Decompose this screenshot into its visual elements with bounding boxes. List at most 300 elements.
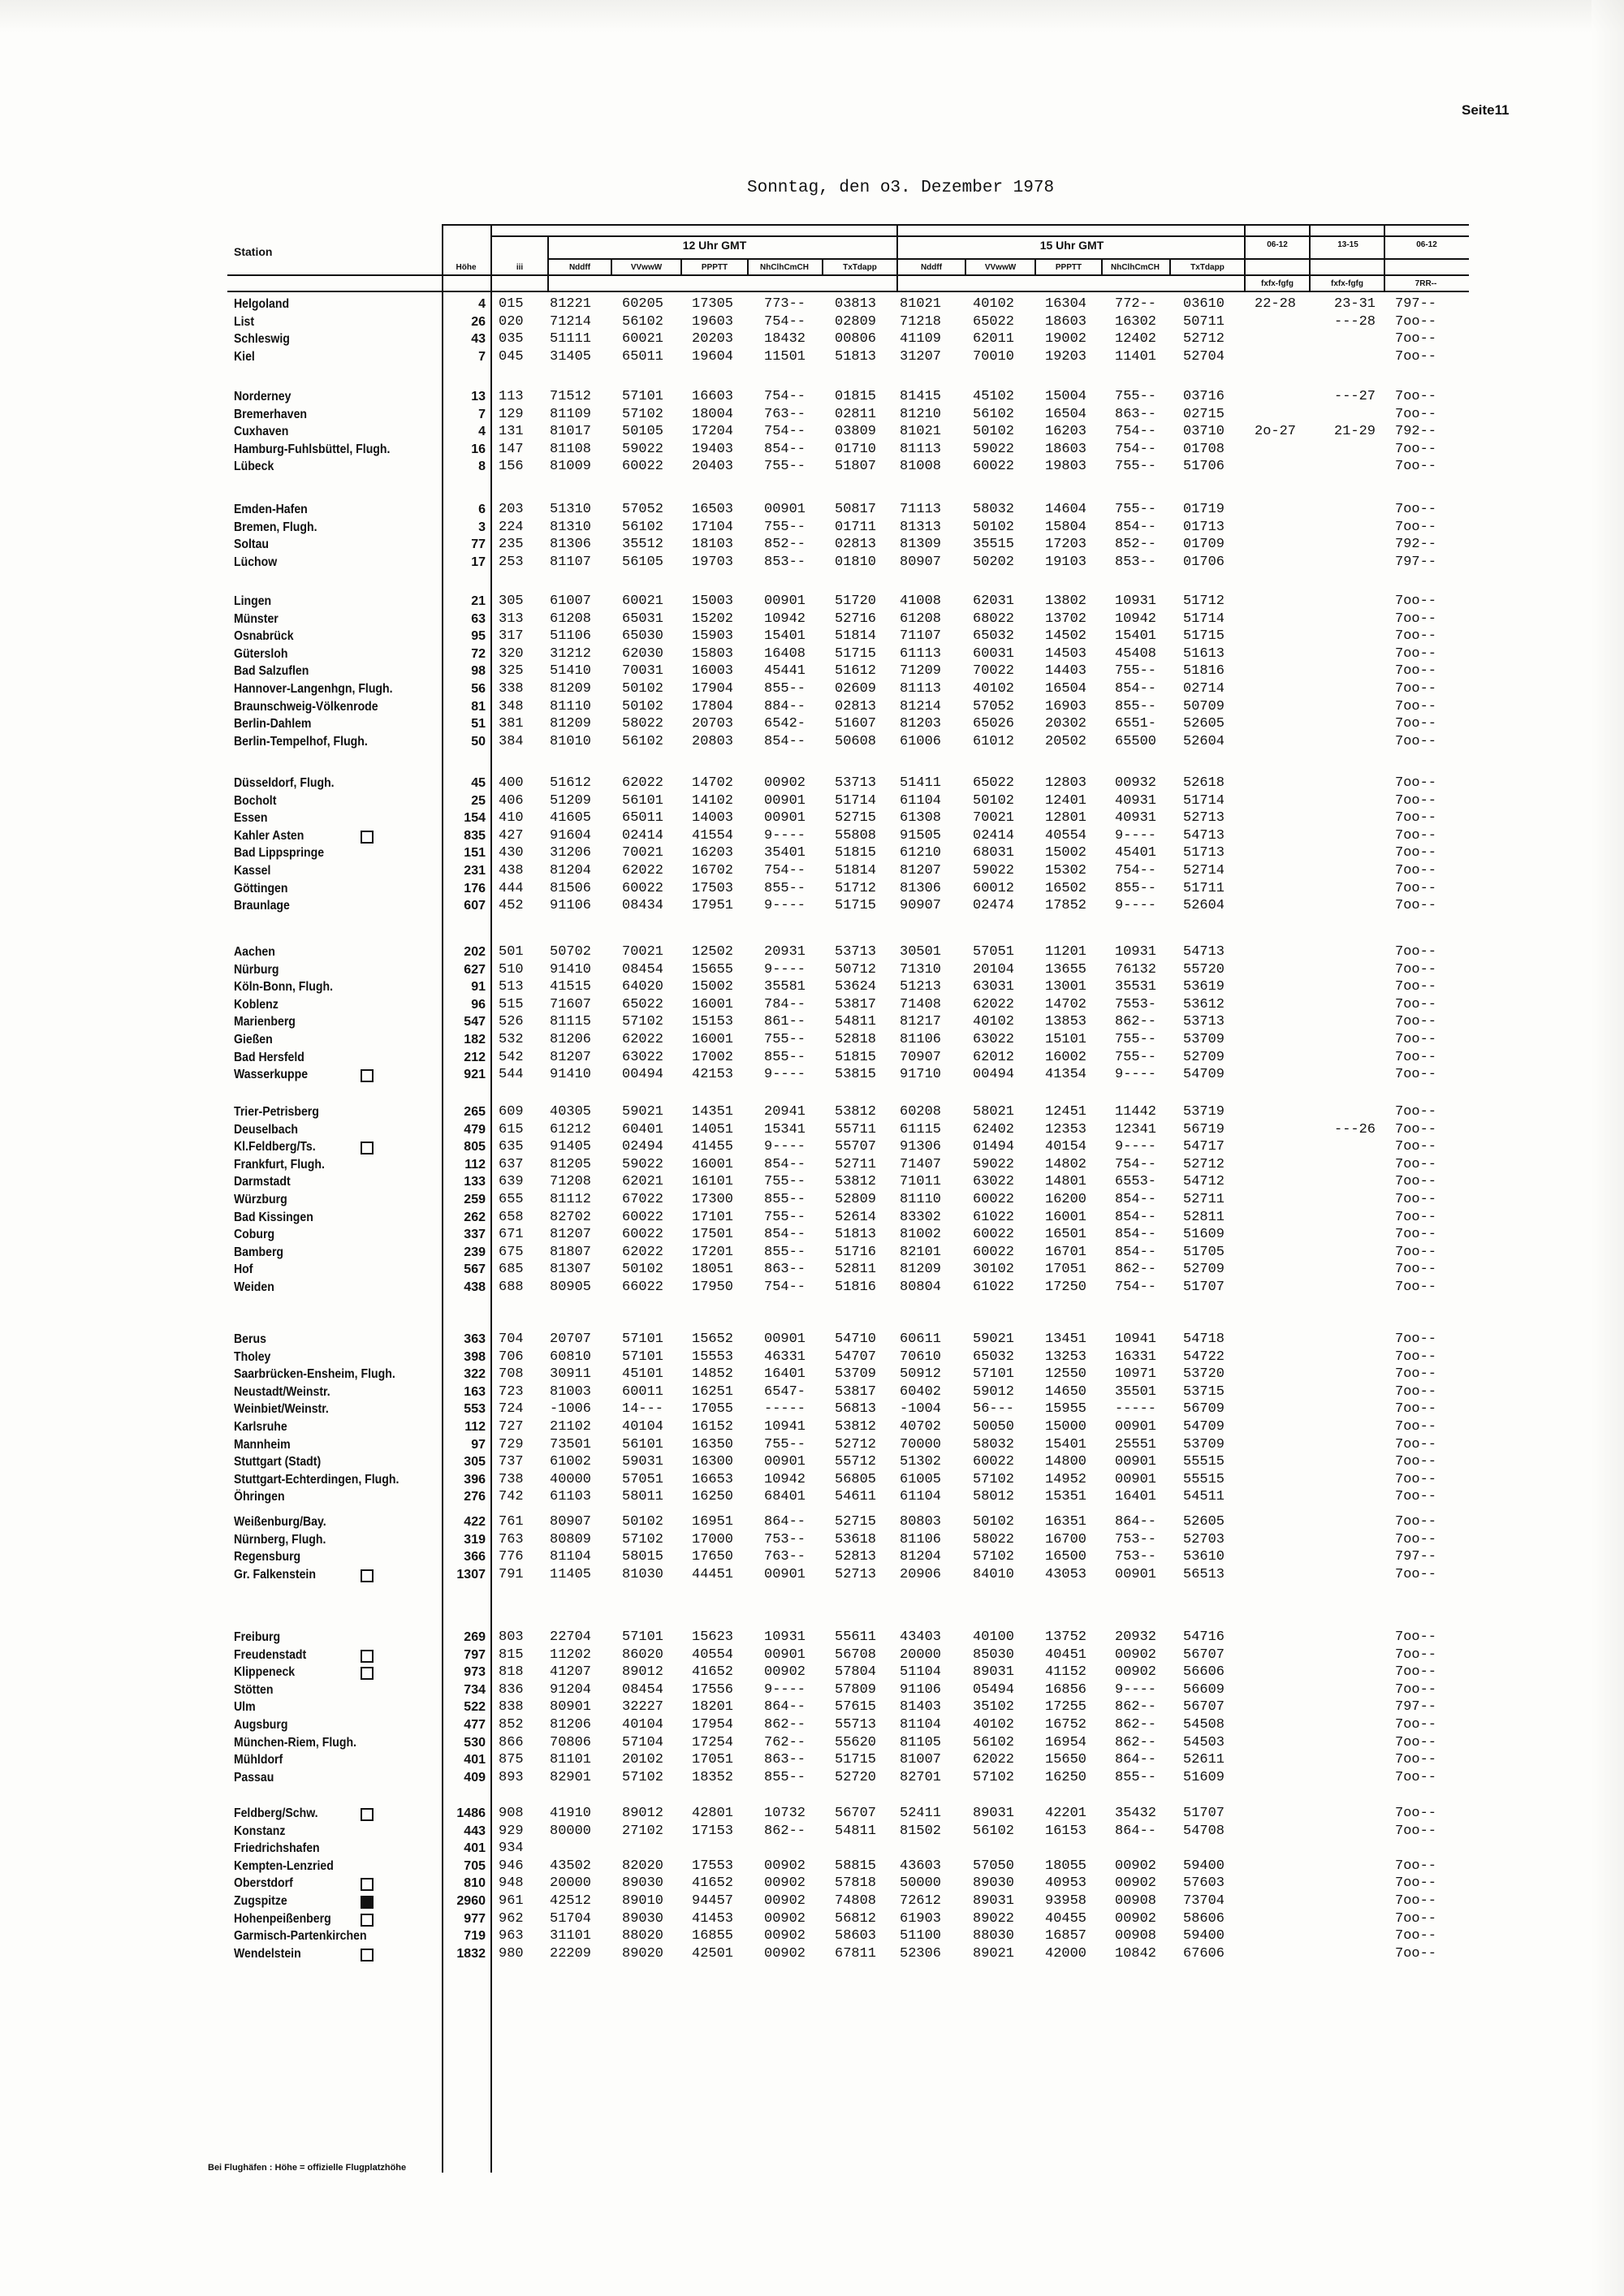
obs-12-value: 89030 xyxy=(622,1875,664,1892)
obs-15-value: 00902 xyxy=(1115,1858,1157,1874)
obs-12-value: 50608 xyxy=(835,733,877,749)
obs-12-value: 00902 xyxy=(764,1875,806,1892)
obs-15-value: 16504 xyxy=(1045,406,1087,422)
obs-12-value: 55808 xyxy=(835,827,877,844)
obs-15-value: 862-- xyxy=(1115,1734,1157,1750)
obs-12-value: 763-- xyxy=(764,1549,806,1565)
table-row xyxy=(0,1716,1624,1734)
extra-value: 797-- xyxy=(1395,1549,1437,1565)
obs-15-value: 54503 xyxy=(1183,1734,1225,1750)
obs-15-value: 53709 xyxy=(1183,1031,1225,1047)
obs-12-value: 80905 xyxy=(550,1279,592,1295)
obs-12-value: 57104 xyxy=(622,1734,664,1750)
sub12-col: VVwwW xyxy=(630,263,663,272)
obs-12-value: 855-- xyxy=(764,880,806,896)
obs-12-value: 14051 xyxy=(692,1121,734,1137)
obs-15-value: 65022 xyxy=(973,313,1015,330)
obs-15-value: 81203 xyxy=(900,716,942,732)
obs-12-value: 51612 xyxy=(550,775,592,791)
obs-12-value: 17000 xyxy=(692,1531,734,1547)
footnote: Bei Flughäfen : Höhe = offizielle Flugplatzhöhe xyxy=(208,2163,407,2173)
obs-15-value: 12550 xyxy=(1045,1366,1087,1383)
obs-15-value: 53715 xyxy=(1183,1383,1225,1400)
obs-15-value: 81104 xyxy=(900,1716,942,1733)
obs-15-value: 65032 xyxy=(973,1349,1015,1365)
extra-value: 7oo-- xyxy=(1395,716,1437,732)
obs-15-value: 18603 xyxy=(1045,441,1087,457)
station-index: 685 xyxy=(499,1262,524,1278)
obs-15-value: 81007 xyxy=(900,1752,942,1768)
obs-15-value: 14801 xyxy=(1045,1174,1087,1190)
obs-15-value: 50912 xyxy=(900,1366,942,1383)
obs-15-value: 81021 xyxy=(900,424,942,440)
obs-15-value: 62011 xyxy=(973,331,1015,347)
extra-value: 7oo-- xyxy=(1395,519,1437,535)
page-number: Seite11 xyxy=(1462,102,1510,118)
station-name: Friedrichshafen xyxy=(234,1841,320,1856)
table-row xyxy=(0,1945,1624,1963)
station-index: 737 xyxy=(499,1454,524,1470)
obs-12-value: 20000 xyxy=(550,1875,592,1892)
obs-12-value: 86020 xyxy=(622,1646,664,1663)
obs-15-value: 53720 xyxy=(1183,1366,1225,1383)
obs-12-value: 52811 xyxy=(835,1262,877,1278)
station-index: 962 xyxy=(499,1910,524,1927)
obs-12-value: 861-- xyxy=(764,1014,806,1030)
station-name: Bocholt xyxy=(234,793,277,808)
table-row xyxy=(0,554,1624,572)
obs-12-value: 16300 xyxy=(692,1454,734,1470)
table-row xyxy=(0,1349,1624,1366)
station-name: Nürburg xyxy=(234,962,279,977)
station-name: Garmisch-Partenkirchen xyxy=(234,1929,367,1944)
obs-15-value: 15101 xyxy=(1045,1031,1087,1047)
obs-15-value: 61104 xyxy=(900,792,942,809)
obs-15-value: 42000 xyxy=(1045,1945,1087,1962)
obs-15-value: 57102 xyxy=(973,1471,1015,1487)
obs-15-value: 40702 xyxy=(900,1418,942,1435)
extra-value: 7oo-- xyxy=(1395,348,1437,365)
station-index: 688 xyxy=(499,1279,524,1295)
obs-15-value: 59022 xyxy=(973,1156,1015,1172)
station-name: Berlin-Dahlem xyxy=(234,717,312,732)
extra-value: 7oo-- xyxy=(1395,792,1437,809)
table-row xyxy=(0,1191,1624,1209)
obs-15-value: 40154 xyxy=(1045,1139,1087,1155)
obs-15-value: 57101 xyxy=(973,1366,1015,1383)
obs-15-value: 57050 xyxy=(973,1858,1015,1874)
obs-12-value: 88020 xyxy=(622,1928,664,1944)
obs-12-value: 54811 xyxy=(835,1014,877,1030)
obs-15-value: 60022 xyxy=(973,459,1015,475)
station-index: 908 xyxy=(499,1806,524,1821)
obs-15-value: 91106 xyxy=(900,1681,942,1698)
obs-12-value: 60022 xyxy=(622,1209,664,1225)
obs-15-value: 14650 xyxy=(1045,1383,1087,1400)
station-height: 401 xyxy=(464,1841,486,1856)
obs-15-value: 16250 xyxy=(1045,1769,1087,1785)
obs-15-value: 81021 xyxy=(900,296,942,312)
obs-12-value: 70021 xyxy=(622,845,664,861)
extra-value: 797-- xyxy=(1395,1699,1437,1716)
obs-15-value: 52709 xyxy=(1183,1049,1225,1065)
obs-12-value: 67022 xyxy=(622,1191,664,1207)
obs-15-value: 58021 xyxy=(973,1104,1015,1120)
obs-15-value: 00932 xyxy=(1115,775,1157,791)
obs-15-value: 68022 xyxy=(973,611,1015,627)
obs-12-value: 91204 xyxy=(550,1681,592,1698)
table-row xyxy=(0,1121,1624,1139)
obs-15-value: 80804 xyxy=(900,1279,942,1295)
obs-12-value: 14351 xyxy=(692,1104,734,1120)
obs-15-value: 11442 xyxy=(1115,1104,1157,1120)
obs-15-value: 60022 xyxy=(973,1454,1015,1470)
obs-12-value: 81009 xyxy=(550,459,592,475)
extra-value: 7oo-- xyxy=(1395,1262,1437,1278)
obs-15-value: 20906 xyxy=(900,1566,942,1582)
table-row xyxy=(0,1173,1624,1191)
obs-12-value: 18432 xyxy=(764,331,806,347)
obs-12-value: 60021 xyxy=(622,593,664,609)
obs-15-value: 91505 xyxy=(900,827,942,844)
obs-15-value: 03610 xyxy=(1183,296,1225,312)
station-height: 151 xyxy=(464,846,486,861)
table-row xyxy=(0,1031,1624,1049)
obs-12-value: 855-- xyxy=(764,680,806,697)
obs-15-value: 855-- xyxy=(1115,880,1157,896)
obs-15-value: 65500 xyxy=(1115,733,1157,749)
table-row xyxy=(0,1049,1624,1067)
obs-15-value: 54713 xyxy=(1183,827,1225,844)
obs-15-value: 63022 xyxy=(973,1174,1015,1190)
obs-12-value: 00902 xyxy=(764,1928,806,1944)
obs-12-value: 16001 xyxy=(692,996,734,1012)
obs-12-value: 42512 xyxy=(550,1892,592,1909)
obs-15-value: 61005 xyxy=(900,1471,942,1487)
obs-15-value: 61022 xyxy=(973,1279,1015,1295)
station-height: 1307 xyxy=(456,1567,486,1582)
obs-12-value: 17950 xyxy=(692,1279,734,1295)
obs-15-value: 19103 xyxy=(1045,554,1087,570)
obs-12-value: 18103 xyxy=(692,537,734,553)
obs-15-value: 51816 xyxy=(1183,663,1225,680)
obs-15-value: 51707 xyxy=(1183,1806,1225,1821)
obs-15-value: 51706 xyxy=(1183,459,1225,475)
obs-15-value: 50709 xyxy=(1183,698,1225,714)
obs-15-value: 15351 xyxy=(1045,1489,1087,1505)
extra-value: 7oo-- xyxy=(1395,1734,1437,1750)
table-row xyxy=(0,1805,1624,1823)
obs-15-value: 50102 xyxy=(973,519,1015,535)
obs-15-value: 54708 xyxy=(1183,1823,1225,1839)
extra-value: 7oo-- xyxy=(1395,663,1437,680)
obs-15-value: 81217 xyxy=(900,1014,942,1030)
station-name: Düsseldorf, Flugh. xyxy=(234,776,335,790)
station-index: 635 xyxy=(499,1139,524,1155)
obs-15-value: 17203 xyxy=(1045,537,1087,553)
obs-15-value: 10941 xyxy=(1115,1331,1157,1347)
obs-12-value: 35581 xyxy=(764,979,806,995)
obs-12-value: 55620 xyxy=(835,1734,877,1750)
obs-12-value: 65011 xyxy=(622,348,664,365)
extra-value: 7oo-- xyxy=(1395,1067,1437,1083)
obs-15-value: 61022 xyxy=(973,1209,1015,1225)
station-index: 400 xyxy=(499,775,524,791)
station-name: Norderney xyxy=(234,390,292,404)
obs-15-value: 16153 xyxy=(1045,1823,1087,1839)
obs-15-value: 57051 xyxy=(973,944,1015,960)
station-height: 182 xyxy=(464,1032,486,1047)
obs-15-value: 51707 xyxy=(1183,1279,1225,1295)
obs-12-value: 53817 xyxy=(835,996,877,1012)
station-index: 113 xyxy=(499,389,524,404)
station-height: 21 xyxy=(471,594,486,608)
obs-15-value: 51711 xyxy=(1183,880,1225,896)
obs-12-value: 56707 xyxy=(835,1806,877,1821)
obs-15-value: 81204 xyxy=(900,1549,942,1565)
table-row xyxy=(0,1681,1624,1699)
obs-15-value: 13001 xyxy=(1045,979,1087,995)
obs-15-value: 00901 xyxy=(1115,1471,1157,1487)
obs-12-value: 60022 xyxy=(622,459,664,475)
obs-15-value: 56--- xyxy=(973,1401,1015,1418)
station-height: 2960 xyxy=(456,1893,486,1908)
obs-12-value: 53709 xyxy=(835,1366,877,1383)
obs-15-value: 52712 xyxy=(1183,1156,1225,1172)
station-name: Berus xyxy=(234,1332,266,1346)
station-height: 95 xyxy=(471,629,486,644)
obs-15-value: 10942 xyxy=(1115,611,1157,627)
obs-12-value: 46331 xyxy=(764,1349,806,1365)
station-name: Weißenburg/Bay. xyxy=(234,1515,326,1529)
station-group xyxy=(0,296,1624,365)
station-name: Trier-Petrisberg xyxy=(234,1105,319,1119)
obs-15-value: 14800 xyxy=(1045,1454,1087,1470)
extra-value: 7oo-- xyxy=(1395,1681,1437,1698)
obs-15-value: 51609 xyxy=(1183,1769,1225,1785)
obs-15-value: 02715 xyxy=(1183,406,1225,422)
table-row xyxy=(0,1209,1624,1227)
obs-15-value: 81106 xyxy=(900,1531,942,1547)
obs-15-value: 40451 xyxy=(1045,1646,1087,1663)
station-height: 265 xyxy=(464,1105,486,1119)
obs-15-value: 16200 xyxy=(1045,1191,1087,1207)
station-index: 655 xyxy=(499,1191,524,1207)
station-index: 381 xyxy=(499,716,524,732)
obs-15-value: 43403 xyxy=(900,1629,942,1645)
obs-15-value: 62402 xyxy=(973,1121,1015,1137)
station-height: 363 xyxy=(464,1332,486,1346)
extra-value: 7oo-- xyxy=(1395,1331,1437,1347)
obs-12-value: 81010 xyxy=(550,733,592,749)
station-height: 112 xyxy=(464,1419,486,1434)
obs-12-value: 51716 xyxy=(835,1244,877,1260)
station-name: Karlsruhe xyxy=(234,1419,287,1434)
obs-15-value: 14702 xyxy=(1045,996,1087,1012)
extra-value: ---28 xyxy=(1334,313,1376,330)
obs-15-value: 52604 xyxy=(1183,898,1225,914)
obs-15-value: 71218 xyxy=(900,313,942,330)
station-height: 567 xyxy=(464,1262,486,1277)
table-row xyxy=(0,897,1624,915)
obs-12-value: 57818 xyxy=(835,1875,877,1892)
obs-12-value: 81807 xyxy=(550,1244,592,1260)
station-height: 977 xyxy=(464,1911,486,1926)
extra-value: 7oo-- xyxy=(1395,1531,1437,1547)
obs-15-value: 60402 xyxy=(900,1383,942,1400)
table-row xyxy=(0,698,1624,716)
station-name: Essen xyxy=(234,811,268,826)
obs-12-value: 57101 xyxy=(622,1349,664,1365)
obs-15-value: 40102 xyxy=(973,1716,1015,1733)
obs-12-value: 862-- xyxy=(764,1716,806,1733)
obs-12-value: 15903 xyxy=(692,628,734,645)
obs-12-value: 40305 xyxy=(550,1104,592,1120)
obs-15-value: 13451 xyxy=(1045,1331,1087,1347)
obs-12-value: 16001 xyxy=(692,1156,734,1172)
station-name: Saarbrücken-Ensheim, Flugh. xyxy=(234,1367,395,1382)
obs-15-value: 7553- xyxy=(1115,996,1157,1012)
obs-15-value: 58032 xyxy=(973,502,1015,517)
obs-15-value: 16331 xyxy=(1115,1349,1157,1365)
obs-12-value: 54811 xyxy=(835,1823,877,1839)
obs-15-value: 45408 xyxy=(1115,645,1157,662)
obs-15-value: 40102 xyxy=(973,1014,1015,1030)
table-row xyxy=(0,1226,1624,1244)
obs-12-value: 753-- xyxy=(764,1531,806,1547)
obs-15-value: 12451 xyxy=(1045,1104,1087,1120)
table-row xyxy=(0,715,1624,733)
obs-15-value: 855-- xyxy=(1115,1769,1157,1785)
station-index: 020 xyxy=(499,313,524,330)
station-name: Emden-Hafen xyxy=(234,503,308,516)
obs-15-value: 864-- xyxy=(1115,1514,1157,1530)
obs-15-value: 16001 xyxy=(1045,1209,1087,1225)
obs-15-value: 52811 xyxy=(1183,1209,1225,1225)
extra-value: 7oo-- xyxy=(1395,1646,1437,1663)
obs-12-value: 18051 xyxy=(692,1262,734,1278)
extra-value: 7oo-- xyxy=(1395,827,1437,844)
obs-15-value: 71107 xyxy=(900,628,942,645)
station-name: Kassel xyxy=(234,863,271,878)
obs-12-value: 57051 xyxy=(622,1471,664,1487)
station-marker-icon xyxy=(361,1949,374,1962)
station-name: Darmstadt xyxy=(234,1175,291,1189)
obs-12-value: 53713 xyxy=(835,775,877,791)
obs-12-value: 14852 xyxy=(692,1366,734,1383)
obs-12-value: 50102 xyxy=(622,1514,664,1530)
obs-12-value: 91405 xyxy=(550,1139,592,1155)
station-index: 035 xyxy=(499,331,524,347)
station-index: 724 xyxy=(499,1401,524,1418)
obs-12-value: 52716 xyxy=(835,611,877,627)
obs-15-value: 56709 xyxy=(1183,1401,1225,1418)
obs-12-value: 15623 xyxy=(692,1629,734,1645)
extra-value: 7oo-- xyxy=(1395,1174,1437,1190)
obs-12-value: ----- xyxy=(764,1401,806,1418)
obs-15-value: 862-- xyxy=(1115,1699,1157,1716)
obs-12-value: 81221 xyxy=(550,296,592,312)
obs-12-value: 57102 xyxy=(622,1014,664,1030)
obs-12-value: 755-- xyxy=(764,1209,806,1225)
obs-12-value: 00901 xyxy=(764,1331,806,1347)
obs-12-value: 50102 xyxy=(622,698,664,714)
extra-value: 797-- xyxy=(1395,554,1437,570)
obs-15-value: 16701 xyxy=(1045,1244,1087,1260)
obs-12-value: 16603 xyxy=(692,389,734,404)
obs-15-value: 854-- xyxy=(1115,1191,1157,1207)
obs-15-value: 20000 xyxy=(900,1646,942,1663)
obs-12-value: 754-- xyxy=(764,424,806,440)
obs-15-value: 00902 xyxy=(1115,1664,1157,1681)
obs-12-value: 15401 xyxy=(764,628,806,645)
obs-12-value: 71607 xyxy=(550,996,592,1012)
station-index: 427 xyxy=(499,827,524,844)
obs-12-value: 15341 xyxy=(764,1121,806,1137)
obs-15-value: 16752 xyxy=(1045,1716,1087,1733)
obs-12-value: 51712 xyxy=(835,880,877,896)
obs-15-value: 81207 xyxy=(900,862,942,878)
extra-value: 7oo-- xyxy=(1395,1769,1437,1785)
extra-value: 7oo-- xyxy=(1395,1629,1437,1645)
station-index: 253 xyxy=(499,554,524,570)
obs-12-value: 00902 xyxy=(764,1910,806,1927)
obs-12-value: 80809 xyxy=(550,1531,592,1547)
table-row xyxy=(0,680,1624,698)
extra-value: 7oo-- xyxy=(1395,1104,1437,1120)
obs-15-value: 02414 xyxy=(973,827,1015,844)
table-row xyxy=(0,458,1624,476)
extra-value: 7oo-- xyxy=(1395,1121,1437,1137)
extra-value: 797-- xyxy=(1395,296,1437,312)
obs-12-value: 10732 xyxy=(764,1806,806,1821)
obs-12-value: 755-- xyxy=(764,519,806,535)
station-height: 6 xyxy=(478,503,486,516)
table-row xyxy=(0,593,1624,611)
obs-12-value: 51816 xyxy=(835,1279,877,1295)
station-index: 510 xyxy=(499,961,524,978)
obs-12-value: 02414 xyxy=(622,827,664,844)
obs-12-value: 17104 xyxy=(692,519,734,535)
obs-15-value: 01708 xyxy=(1183,441,1225,457)
obs-12-value: 65031 xyxy=(622,611,664,627)
obs-12-value: 51209 xyxy=(550,792,592,809)
station-height: 547 xyxy=(464,1015,486,1029)
station-height: 7 xyxy=(478,407,486,421)
obs-12-value: 61002 xyxy=(550,1454,592,1470)
obs-12-value: 58011 xyxy=(622,1489,664,1505)
obs-15-value: 16351 xyxy=(1045,1514,1087,1530)
station-name: Hannover-Langenhgn, Flugh. xyxy=(234,681,393,696)
station-index: 015 xyxy=(499,296,524,312)
table-row xyxy=(0,296,1624,313)
header-hoehe: Höhe xyxy=(456,263,477,272)
obs-12-value: 864-- xyxy=(764,1514,806,1530)
obs-15-value: 10931 xyxy=(1115,593,1157,609)
obs-12-value: 855-- xyxy=(764,1049,806,1065)
station-height: 154 xyxy=(464,811,486,826)
obs-15-value: 05494 xyxy=(973,1681,1015,1698)
obs-12-value: 00901 xyxy=(764,593,806,609)
obs-15-value: 56606 xyxy=(1183,1664,1225,1681)
obs-15-value: 20502 xyxy=(1045,733,1087,749)
obs-15-value: 19203 xyxy=(1045,348,1087,365)
obs-12-value: 17954 xyxy=(692,1716,734,1733)
obs-12-value: 18201 xyxy=(692,1699,734,1716)
extra-value: 7oo-- xyxy=(1395,1664,1437,1681)
obs-15-value: 58022 xyxy=(973,1531,1015,1547)
obs-15-value: 52713 xyxy=(1183,810,1225,826)
